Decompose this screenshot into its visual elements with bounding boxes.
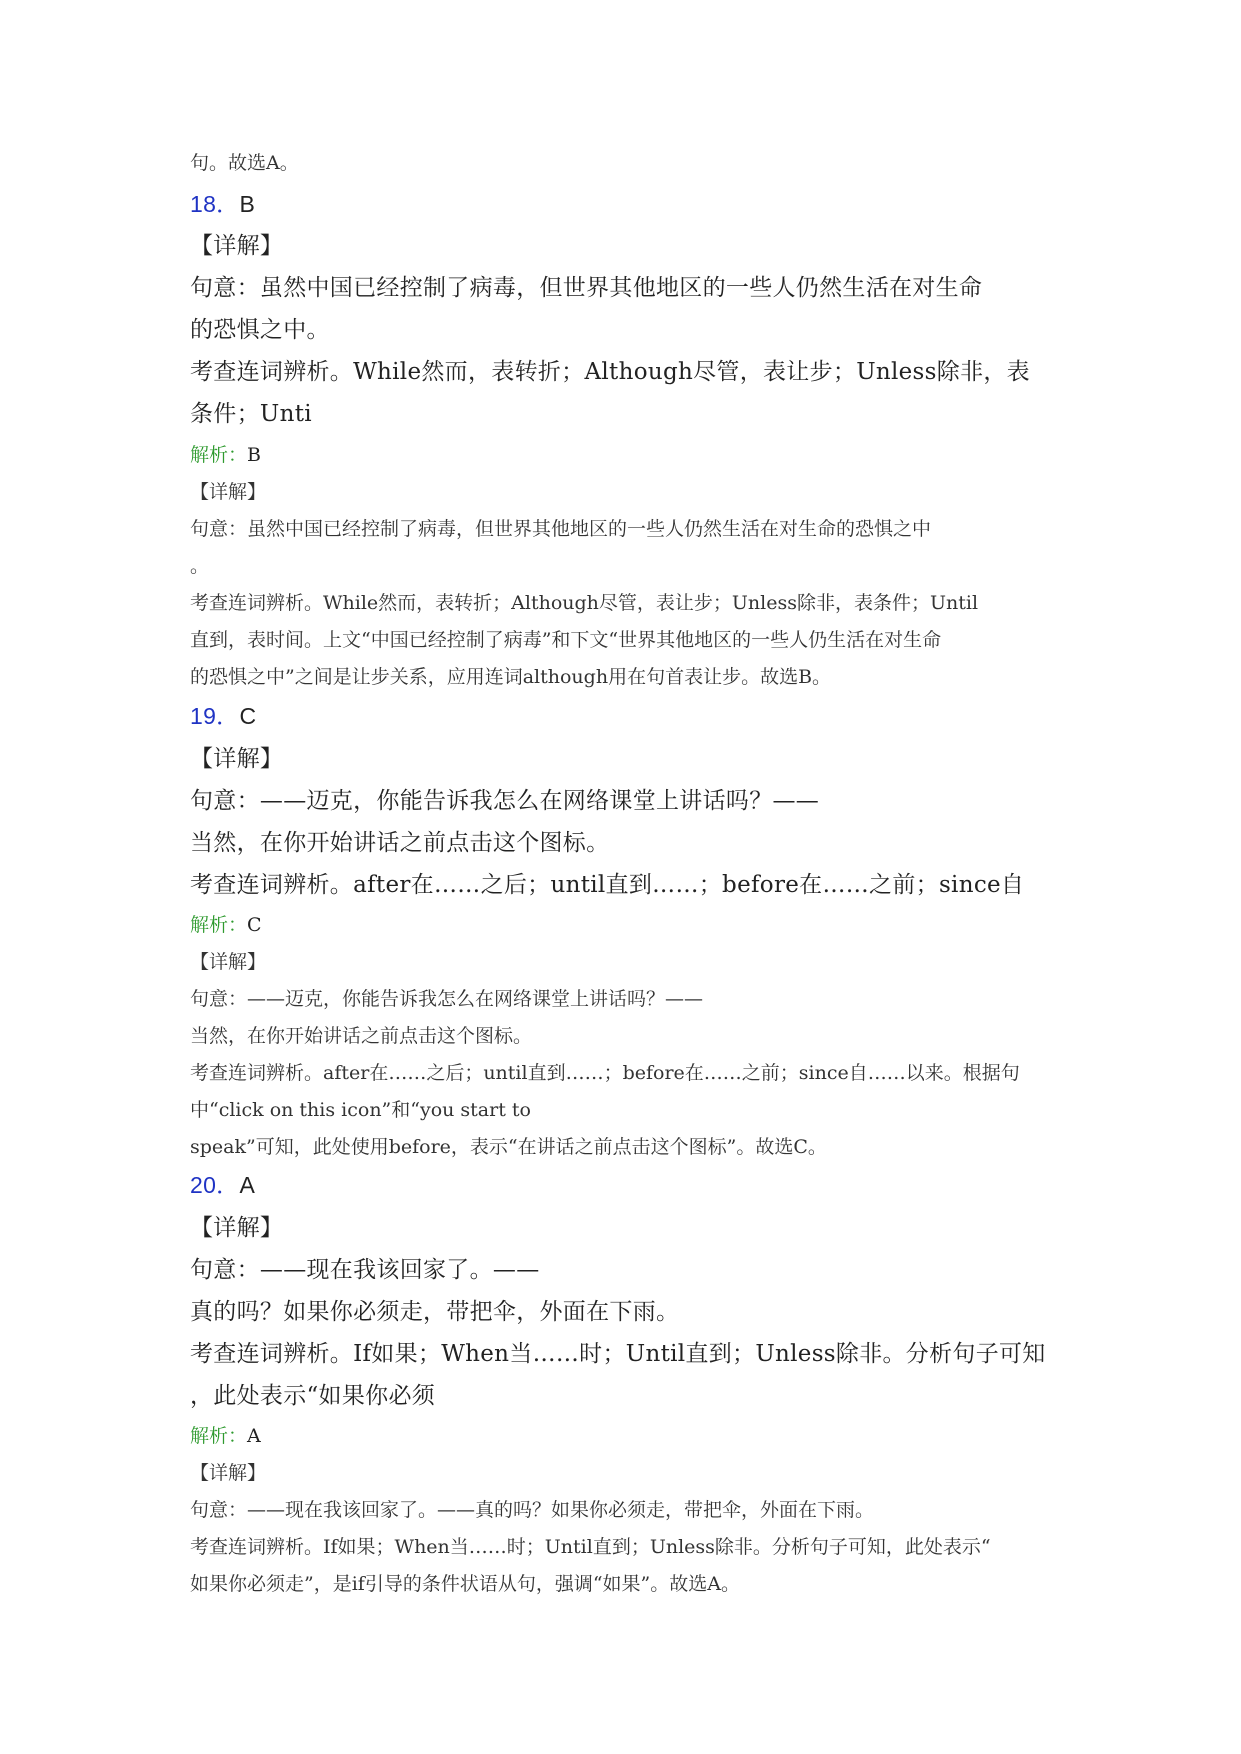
text-line: 中“click on this icon”和“you start to [190,1099,531,1121]
text-line: 考查连词辨析。While然而，表转折；Although尽管，表让步；Unless除非，表 [190,359,1030,385]
analysis-answer: B [247,444,261,466]
analysis-label: 解析： [190,1425,248,1447]
text-line: 考查连词辨析。after在……之后；until直到……；before在……之前；since自……以来。根据句 [190,1062,1020,1084]
answer-letter: B [239,191,256,217]
analysis-line [190,440,261,467]
analysis-line [190,910,262,937]
question-number: 19． [190,703,240,729]
text-line: 句意：——现在我该回家了。——真的吗？如果你必须走，带把伞，外面在下雨。 [190,1499,875,1521]
question-number: 20． [190,1172,240,1198]
analysis-label: 解析： [190,444,248,466]
text-line: 的恐惧之中”之间是让步关系，应用连词although用在句首表让步。故选B。 [190,666,832,688]
text-line: 考查连词辨析。after在……之后；until直到……；before在……之前；since自 [190,872,1025,898]
text-line: 考查连词辨析。While然而，表转折；Although尽管，表让步；Unless除非，表条件；Until [190,592,979,614]
text-line: 的恐惧之中。 [190,317,330,343]
analysis-answer: A [247,1425,261,1447]
text-line: 如果你必须走”，是if引导的条件状语从句，强调“如果”。故选A。 [190,1573,740,1595]
section-heading: 【详解】 [190,1462,267,1484]
text-line: 句意：——迈克，你能告诉我怎么在网络课堂上讲话吗？—— [190,988,704,1010]
analysis-line [190,1421,261,1448]
text-line: 句意：虽然中国已经控制了病毒，但世界其他地区的一些人仍然生活在对生命的恐惧之中 [190,518,932,540]
section-heading: 【详解】 [190,481,267,503]
text-line: 句。故选A。 [190,152,299,174]
section-heading: 【详解】 [190,1215,284,1241]
text-line: 直到，表时间。上文“中国已经控制了病毒”和下文“世界其他地区的一些人仍生活在对生命 [190,629,942,651]
text-line: 考查连词辨析。If如果；When当……时；Until直到；Unless除非。分析句子可知，此处表示“ [190,1536,991,1558]
question-number-20 [190,1167,255,1200]
text-line: 句意：虽然中国已经控制了病毒，但世界其他地区的一些人仍然生活在对生命 [190,275,983,301]
text-line: 真的吗？如果你必须走，带把伞，外面在下雨。 [190,1299,680,1325]
text-line: 当然，在你开始讲话之前点击这个图标。 [190,830,610,856]
text-line: ，此处表示“如果你必须 [190,1383,436,1409]
answer-letter: C [239,703,257,729]
text-line: 当然，在你开始讲话之前点击这个图标。 [190,1025,533,1047]
analysis-answer: C [247,914,262,936]
analysis-label: 解析： [190,914,248,936]
question-number-19 [190,698,256,731]
section-heading: 【详解】 [190,951,267,973]
section-heading: 【详解】 [190,233,284,259]
question-number: 18． [190,191,240,217]
section-heading: 【详解】 [190,746,284,772]
text-line: 条件；Unti [190,401,312,427]
text-line: 句意：——迈克，你能告诉我怎么在网络课堂上讲话吗？—— [190,788,820,814]
text-line: 考查连词辨析。If如果；When当……时；Until直到；Unless除非。分析句子可知 [190,1341,1046,1367]
answer-letter: A [239,1172,256,1198]
text-line: speak”可知，此处使用before，表示“在讲话之前点击这个图标”。故选C。 [190,1136,827,1158]
text-line: 。 [190,555,210,577]
text-line: 句意：——现在我该回家了。—— [190,1257,540,1283]
question-number-18 [190,186,255,219]
